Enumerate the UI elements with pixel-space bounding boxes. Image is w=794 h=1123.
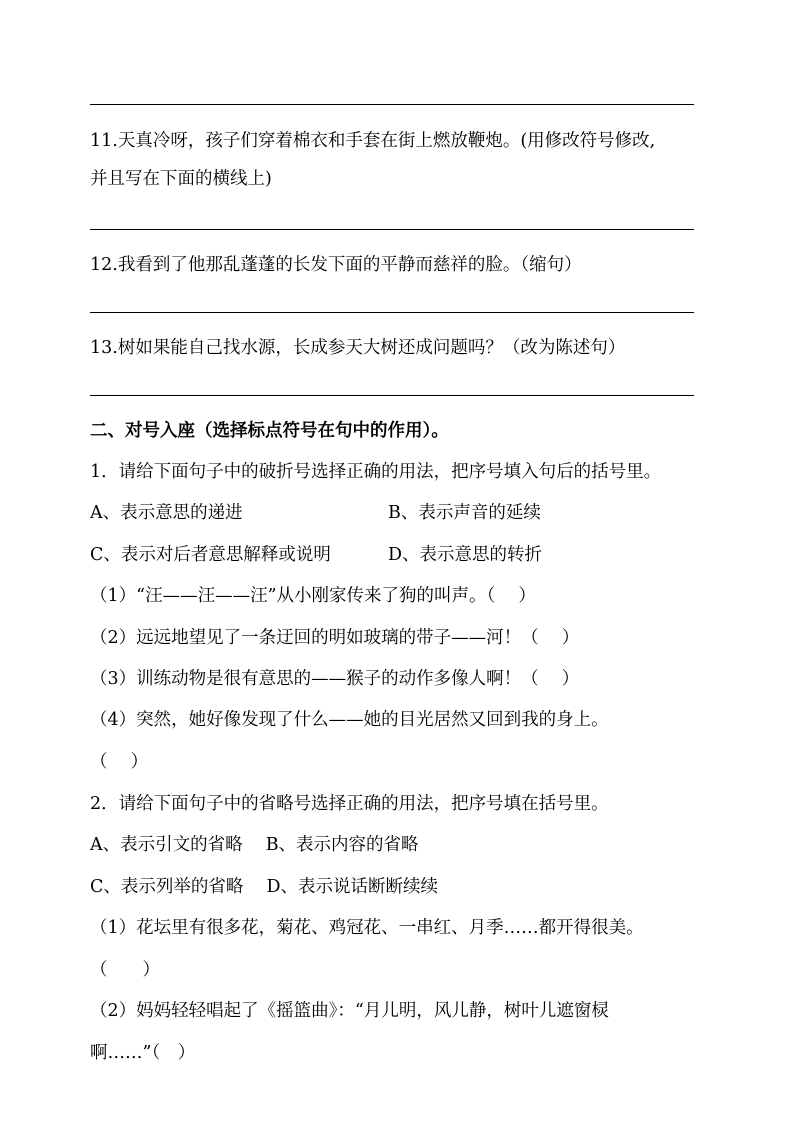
- part-2-options-a-b: A、表示引文的省略 B、表示内容的省略: [90, 835, 419, 855]
- answer-line: [90, 312, 694, 313]
- part-2-intro: 2．请给下面句子中的省略号选择正确的用法，把序号填在括号里。: [90, 794, 609, 814]
- section-2-title: 二、对号入座（选择标点符号在句中的作用）。: [90, 421, 449, 441]
- question-11-line-1: 11.天真冷呀，孩子们穿着棉衣和手套在街上燃放鞭炮。(用修改符号修改,: [90, 131, 656, 151]
- part-1-option-d: D、表示意思的转折: [388, 545, 543, 565]
- part-1-option-b: B、表示声音的延续: [388, 503, 541, 523]
- part-1-option-a: A、表示意思的递进: [90, 503, 243, 523]
- answer-line: [90, 104, 694, 105]
- answer-line: [90, 229, 694, 230]
- part-1-option-c: C、表示对后者意思解释或说明: [90, 545, 331, 565]
- answer-line: [90, 395, 694, 396]
- part-1-sentence-1: （1）“汪——汪——汪”从小刚家传来了狗的叫声。（ ）: [90, 586, 536, 606]
- part-2-sentence-1-answer-paren: （ ）: [90, 960, 160, 980]
- part-1-sentence-4: （4）突然，她好像发现了什么——她的目光居然又回到我的身上。: [90, 710, 609, 730]
- part-2-options-c-d: C、表示列举的省略 D、表示说话断断续续: [90, 877, 438, 897]
- part-1-intro: 1．请给下面句子中的破折号选择正确的用法，把序号填入句后的括号里。: [90, 462, 662, 482]
- part-1-sentence-4-answer-paren: （ ）: [90, 752, 149, 772]
- question-12: 12.我看到了他那乱蓬蓬的长发下面的平静而慈祥的脸。（缩句）: [90, 255, 582, 275]
- part-2-sentence-2-line-1: （2）妈妈轻轻唱起了《摇篮曲》：“月儿明，风儿静，树叶儿遮窗棂: [90, 1001, 609, 1021]
- question-13: 13.树如果能自己找水源，长成参天大树还成问题吗？（改为陈述句）: [90, 338, 626, 358]
- part-1-sentence-3: （3）训练动物是很有意思的——猴子的动作多像人啊！（ ）: [90, 669, 580, 689]
- part-2-sentence-2-line-2: 啊……”（ ）: [90, 1043, 196, 1063]
- part-1-sentence-2: （2）远远地望见了一条迂回的明如玻璃的带子——河！（ ）: [90, 628, 580, 648]
- question-11-line-2: 并且写在下面的横线上): [90, 169, 272, 189]
- part-2-sentence-1: （1）花坛里有很多花，菊花、鸡冠花、一串红、月季……都开得很美。: [90, 918, 644, 938]
